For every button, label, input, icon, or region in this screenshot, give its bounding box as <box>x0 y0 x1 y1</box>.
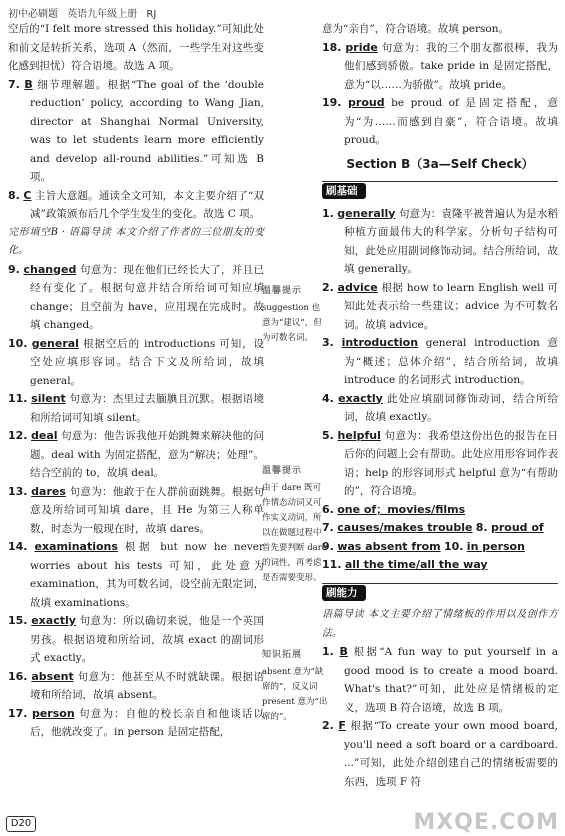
side-note-text: absent 意为“缺席的”，反义词 present 意为“出席的”。 <box>262 667 328 722</box>
answer-text: in person <box>466 539 525 553</box>
explanation-text: 此处应填副词修饰动词，结合所给词，故填 exactly。 <box>344 392 558 423</box>
answer-key: exactly <box>338 391 383 405</box>
question-number: 3. <box>322 336 334 349</box>
answer-key: introduction <box>341 336 419 349</box>
answer-key: exactly <box>31 614 76 627</box>
answer-key: B <box>24 77 33 91</box>
question-number: 13. <box>8 484 28 498</box>
answer-key: advice <box>337 280 378 294</box>
answer-item <box>8 76 264 187</box>
right-column <box>322 20 558 791</box>
answer-item <box>8 335 264 391</box>
explanation-text: 句意为：我希望这份出色的报告在日后你的问题上会有帮助。此处应用形容词作表语；help 的形容词形式 helpful 意为“有帮助的”，符合语境。 <box>344 429 558 497</box>
side-notes <box>262 284 328 787</box>
answer-key: person <box>31 706 75 720</box>
question-number: 2. <box>322 719 334 732</box>
question-number: 12. <box>8 429 28 442</box>
answer-item <box>8 427 264 483</box>
explanation-text: 意为“亲自”，符合语境。故填 person。 <box>322 23 509 35</box>
paragraph <box>8 20 264 76</box>
answer-key: C <box>23 188 32 202</box>
question-number: 1. <box>322 645 334 658</box>
section-title: Section B（3a—Self Check） <box>346 156 534 171</box>
question-number: 9. <box>8 262 20 276</box>
answer-text: all the time/all the way <box>344 558 488 571</box>
answer-key: proud <box>348 96 385 109</box>
section-badge: 刷基础 <box>322 183 366 199</box>
answer-key: pride <box>345 40 378 54</box>
explanation-text: 句意为：自他的校长亲自和他谈话以后，他就改变了。in person 是固定搭配， <box>30 707 265 738</box>
explanation-text: 根据 how to learn English well 可知此处表示给一些建议；advice 为不可数名词。故填 advice。 <box>344 281 559 331</box>
side-note <box>262 464 328 586</box>
explanation-text: 句意为：所以确切来说，他是一个英国男孩。根据语境和所给词，故填 exact 的副词形式 exactly。 <box>30 615 265 664</box>
explanation-text: 句意为：袁隆平被普遍认为是水稻种植方面最伟大的科学家。分析句子结构可知，此处应用副词修饰动词。结合所给词，故填 generally。 <box>344 207 558 275</box>
explanation-text: 空后的“I felt more stressed this holiday.”可知此处和前文是转折关系，选项 A（然而，一些学生对这些变化感到担忧）符合语境。故选 A 项。 <box>8 23 264 72</box>
answer-item <box>322 205 558 279</box>
paragraph <box>322 20 558 39</box>
answer-line <box>322 519 558 538</box>
reading-guide: 完形填空B · 语篇导读 本文介绍了作者的三位朋友的变化。 <box>8 226 264 256</box>
answer-item <box>322 279 558 335</box>
answer-line <box>322 556 558 575</box>
explanation-text: 细节理解题。根据“The goal of the ‘double reduction’ policy, according to Wang Jian, director at Shanghai Normal University, was to let students learn more efficiently and develop all-round abilities.”可知选 B 项。 <box>30 78 264 183</box>
explanation-text: 句意为：他告诉我他开始跳舞来解决他的问题。deal with 为固定搭配，意为“解决；处理”。结合空前的 to，故填 deal。 <box>30 430 264 479</box>
answer-text: proud of <box>490 521 544 534</box>
explanation-text: 句意为：我的三个朋友都很棒，我为他们感到骄傲。take pride in 是固定搭配，意为“以……为骄傲”。故填 pride。 <box>344 41 559 91</box>
side-note <box>262 284 328 346</box>
side-note <box>262 648 328 725</box>
answer-key: generally <box>337 206 396 220</box>
question-number: 18. <box>322 40 342 54</box>
question-number: 11. <box>322 558 342 571</box>
side-note-text: 由于 dare 既可作情态动词又可作实义动词，所以在做题过程中首先要判断 dare 的词性，再考虑是否需要变形。 <box>262 483 327 583</box>
answer-item <box>322 390 558 427</box>
question-number: 19. <box>322 96 342 109</box>
question-number: 4. <box>322 391 334 405</box>
answer-item <box>322 643 558 717</box>
explanation-text: 主旨大意题。通读全文可知，本文主要介绍了“双减”政策颁布后几个学生发生的变化。故选 C 项。 <box>30 189 264 220</box>
answer-key: changed <box>23 262 77 276</box>
answer-item <box>322 427 558 501</box>
answer-key: B <box>339 645 348 658</box>
question-number: 9. <box>322 539 334 553</box>
question-number: 11. <box>8 392 28 405</box>
series-name: 初中必刷题 <box>8 9 58 20</box>
question-number: 8. <box>8 188 20 202</box>
side-note-heading: 温馨提示 <box>262 466 303 476</box>
answer-item <box>322 94 558 150</box>
answer-text: causes/makes trouble <box>337 521 473 534</box>
answer-item <box>8 483 264 539</box>
question-number: 7. <box>322 521 334 534</box>
answer-item <box>322 39 558 95</box>
section-badge-row <box>322 583 558 603</box>
side-note-heading: 温馨提示 <box>262 286 303 296</box>
question-number: 8. <box>475 521 488 534</box>
answer-key: helpful <box>337 428 381 442</box>
answer-key: deal <box>31 429 58 442</box>
explanation-text: general introduction 意为“概述；总体介绍”，结合所给词，故填 introduce 的名词形式 introduction。 <box>344 337 559 386</box>
answer-key: absent <box>31 669 74 683</box>
answer-item <box>322 334 558 390</box>
question-number: 10. <box>443 539 464 553</box>
answer-text: was absent from <box>337 539 441 553</box>
edition-label: RJ <box>146 9 157 20</box>
answer-item <box>8 261 264 335</box>
answer-item <box>8 705 264 742</box>
question-number: 17. <box>8 706 28 720</box>
answer-key: general <box>31 336 79 350</box>
side-note-text: suggestion 也意为“建议”，但为可数名词。 <box>262 303 322 343</box>
question-number: 2. <box>322 280 334 294</box>
explanation-text: 根据“A fun way to put yourself in a good mood is to create a mood board. What's that?”可知，此处应是情绪板的定义，选项 B 符合语境，故选 B 项。 <box>344 646 558 714</box>
answer-item <box>8 612 264 668</box>
left-column <box>8 20 264 742</box>
explanation-text: 句意为：现在他们已经长大了，并且已经有变化了。根据句意并结合所给词可知应填 change；且空前为 have，应用现在完成时。故填 changed。 <box>30 263 265 331</box>
explanation-text: 根据空后的 introductions 可知，设空处应填形容词。结合下文及所给词，故填 general。 <box>30 337 264 387</box>
answer-key: examinations <box>34 540 118 553</box>
explanation-text: 句意为：杰里过去腼腆且沉默。根据语境和所给词可知填 silent。 <box>30 393 265 424</box>
answer-item <box>8 668 264 705</box>
question-number: 15. <box>8 614 28 627</box>
section-badge: 刷能力 <box>322 585 366 601</box>
answer-key: silent <box>31 392 66 405</box>
answer-key: dares <box>31 484 66 498</box>
answer-item <box>8 538 264 612</box>
answer-key: F <box>338 719 346 732</box>
answer-line <box>322 538 558 557</box>
explanation-text: be proud of 是固定搭配，意为“为……而感到自豪”，符合语境。故填 proud。 <box>344 97 559 146</box>
page-number: D20 <box>6 816 36 832</box>
reading-guide: 语篇导读 本文主要介绍了情绪板的作用以及创作方法。 <box>322 609 558 639</box>
question-number: 7. <box>8 77 20 91</box>
answer-line <box>322 501 558 520</box>
section-badge-row <box>322 181 558 201</box>
question-number: 16. <box>8 669 28 683</box>
answer-item <box>8 187 264 224</box>
question-number: 10. <box>8 336 28 350</box>
answer-item <box>8 390 264 427</box>
answer-item <box>322 717 558 791</box>
side-note-heading: 知识拓展 <box>262 650 303 660</box>
explanation-text: 句意为：他敢于在人群前面跳舞。根据句意及所给词可知填 dare，且 He 为第三人称单数，时态为一般现在时，故填 dares。 <box>30 485 265 535</box>
watermark-logo: MXQE.COM <box>413 809 559 835</box>
explanation-text: 句意为：他甚至从不时就缺课。根据语境和所给词，故填 absent。 <box>30 670 265 701</box>
book-name: 英语九年级上册 <box>67 9 138 20</box>
question-number: 14. <box>8 540 28 553</box>
explanation-text: 根据 but now he never worries about his tests 可知，此处意为 examination，其为可数名词，设空前无限定词，故填 examinations。 <box>30 541 264 609</box>
question-number: 1. <box>322 206 334 220</box>
question-number: 6. <box>322 502 334 516</box>
answer-text: one of；movies/films <box>337 502 466 516</box>
question-number: 5. <box>322 428 334 442</box>
explanation-text: 根据“To create your own mood board, you'll need a soft board or a cardboard. ...”可知，此处介绍创建自己的情绪板需要的东西，选项 F 符 <box>344 720 559 788</box>
